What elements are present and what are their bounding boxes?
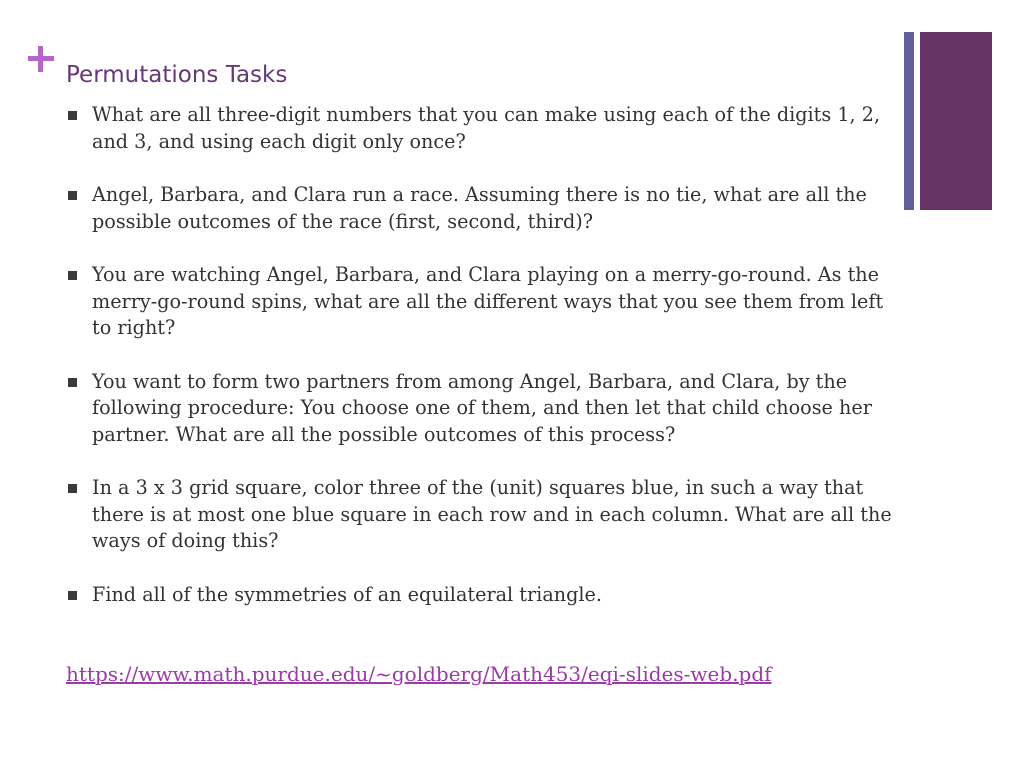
square-bullet-icon [68,378,77,387]
bullet-item [66,582,896,609]
bullet-item [66,262,896,342]
bullet-text: Angel, Barbara, and Clara run a race. Assuming there is no tie, what are all the possible outcomes of the race (first, second, third)? [92,183,867,233]
decorative-bar-thin [904,32,914,210]
bullet-list [66,102,896,635]
bullet-text: What are all three-digit numbers that you can make using each of the digits 1, 2, and 3, and using each digit only once? [92,103,881,153]
bullet-text: Find all of the symmetries of an equilateral triangle. [92,582,602,606]
square-bullet-icon [68,191,77,200]
bullet-item [66,182,896,235]
square-bullet-icon [68,271,77,280]
square-bullet-icon [68,484,77,493]
bullet-item [66,102,896,155]
square-bullet-icon [68,591,77,600]
bullet-item [66,369,896,449]
bullet-item [66,475,896,555]
bullet-text: You want to form two partners from among Angel, Barbara, and Clara, by the following procedure: You choose one of them, and then let that child choose her partner. What are all the possible outcomes of this process? [92,369,872,446]
plus-icon [26,44,56,74]
decorative-bar-thick [920,32,992,210]
bullet-text: You are watching Angel, Barbara, and Clara playing on a merry-go-round. As the merry-go-round spins, what are all the different ways that you see them from left to right? [92,263,884,339]
bullet-text: In a 3 x 3 grid square, color three of the (unit) squares blue, in such a way that there is at most one blue square in each row and in each column. What are all the ways of doing this? [92,476,892,552]
reference-link[interactable]: https://www.math.purdue.edu/~goldberg/Math453/eqi-slides-web.pdf [66,662,772,686]
slide-title: Permutations Tasks [66,62,288,88]
square-bullet-icon [68,111,77,120]
